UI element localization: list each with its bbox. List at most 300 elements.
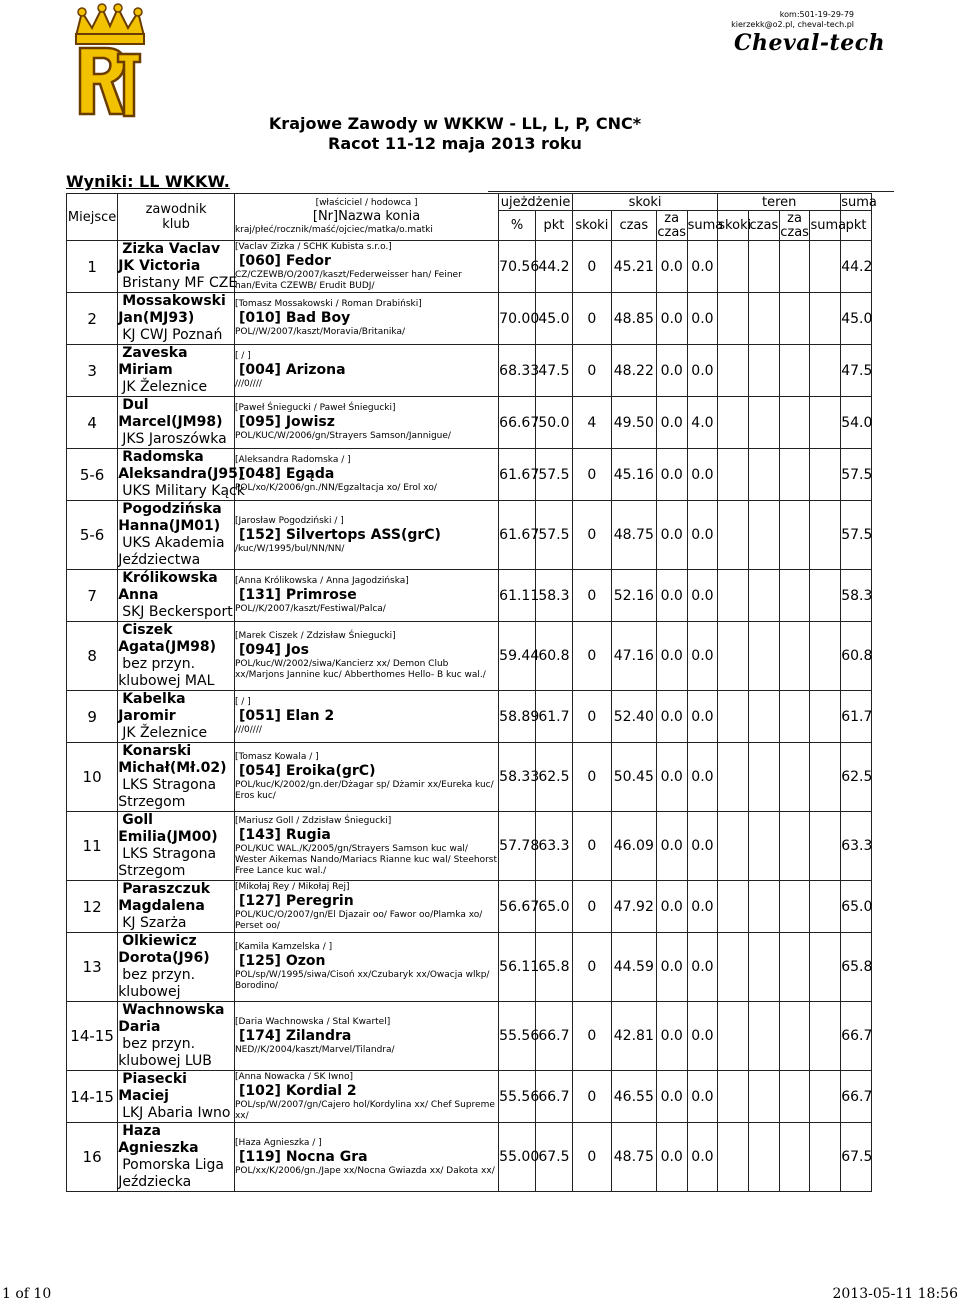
- col-skoki: skoki: [572, 194, 717, 211]
- brand-text: Cheval-tech: [734, 30, 886, 56]
- xc-time: [749, 691, 780, 743]
- xc-time-faults: [779, 812, 810, 881]
- jump-time: 48.75: [611, 501, 656, 570]
- xc-time: [749, 449, 780, 501]
- dressage-pct: 57.78: [499, 812, 536, 881]
- jump-total: 0.0: [687, 1002, 718, 1071]
- horse-owner: [Anna Nowacka / SK Iwno]: [234, 1071, 353, 1082]
- horse-info: NED//K/2004/kaszt/Marvel/Tilandra/: [234, 1044, 395, 1055]
- col-suma: suma: [841, 194, 877, 210]
- horse-info: /kuc/W/1995/bul/NN/NN/: [234, 543, 345, 554]
- col-suma2: suma: [810, 211, 841, 241]
- table-row: [67, 812, 872, 881]
- rider-surname: Konarski: [122, 743, 192, 759]
- xc-total: [810, 1002, 841, 1071]
- jump-faults: 0: [572, 691, 611, 743]
- horse-owner: [Jarosław Pogodziński / ]: [234, 515, 344, 526]
- jump-time-faults: 0.0: [656, 881, 687, 933]
- event-subtitle: Racot 11-12 maja 2013 roku: [328, 134, 582, 153]
- jump-time: 47.16: [611, 622, 656, 691]
- xc-faults: [718, 933, 749, 1002]
- col-czas2: czas: [749, 211, 780, 241]
- rider-club: bez przyn.: [122, 967, 196, 983]
- dressage-pkt: 60.8: [536, 622, 573, 691]
- rider-cell: [118, 1002, 235, 1071]
- jump-time-faults: 0.0: [656, 345, 687, 397]
- jump-faults: 0: [572, 743, 611, 812]
- xc-total: [810, 345, 841, 397]
- total-points: 54.0: [841, 397, 872, 449]
- total-points: 66.7: [841, 1071, 872, 1123]
- contact-info: [731, 10, 854, 30]
- horse-owner: [Aleksandra Radomska / ]: [234, 455, 351, 465]
- col-pkt2: pkt: [841, 211, 872, 241]
- rider-surname: Zaveska: [122, 345, 188, 361]
- xc-total: [810, 501, 841, 570]
- xc-total: [810, 622, 841, 691]
- rider-surname: Pogodzińska: [122, 501, 222, 517]
- jump-faults: 0: [572, 241, 611, 293]
- jump-faults: 0: [572, 933, 611, 1002]
- xc-faults: [718, 691, 749, 743]
- jump-total: 0.0: [687, 1071, 718, 1123]
- rider-firstname: Aleksandra(J95): [118, 466, 245, 482]
- horse-info: POL/xx/K/2006/gn./Jape xx/Nocna Gwiazda xx/ Dakota xx/: [234, 1165, 495, 1176]
- xc-time: [749, 1071, 780, 1123]
- rider-surname: Radomska: [122, 449, 204, 465]
- horse-name: [054] Eroika(grC): [238, 763, 376, 779]
- jump-time: 45.16: [611, 449, 656, 501]
- rider-club: Strzegom: [118, 794, 186, 810]
- xc-total: [810, 241, 841, 293]
- total-points: 58.3: [841, 570, 872, 622]
- horse-name: [143] Rugia: [238, 826, 331, 843]
- horse-cell: [234, 241, 498, 293]
- jump-time: 52.16: [611, 570, 656, 622]
- table-row: [67, 570, 872, 622]
- horse-cell: [234, 1123, 498, 1192]
- xc-total: [810, 933, 841, 1002]
- rider-cell: [118, 345, 235, 397]
- horse-owner: [Mariusz Goll / Zdzisław Śniegucki]: [234, 815, 392, 826]
- horse-owner: [Tomasz Mossakowski / Roman Drabiński]: [234, 299, 422, 309]
- jump-time: 46.09: [611, 812, 656, 881]
- rider-surname: Olkiewicz: [122, 933, 197, 949]
- jump-time: 47.92: [611, 881, 656, 933]
- rider-surname: Kabelka: [122, 691, 186, 707]
- horse-name: [051] Elan 2: [238, 708, 335, 724]
- col-ujezdzenie: ujeżdżenie: [499, 194, 573, 211]
- jump-faults: 0: [572, 570, 611, 622]
- horse-info: CZ/CZEWB/O/2007/kaszt/Federweisser han/ Feiner han/Evita CZEWB/ Erudit BUDJ/: [234, 269, 462, 291]
- jump-total: 0.0: [687, 345, 718, 397]
- xc-total: [810, 743, 841, 812]
- rider-cell: [118, 570, 235, 622]
- dressage-pkt: 67.5: [536, 1123, 573, 1192]
- rider-club: klubowej: [118, 984, 181, 1000]
- xc-total: [810, 881, 841, 933]
- place-cell: 11: [67, 812, 118, 881]
- place-cell: 9: [67, 691, 118, 743]
- table-row: [67, 933, 872, 1002]
- horse-owner: [Paweł Śniegucki / Paweł Śniegucki]: [234, 403, 396, 413]
- jump-total: 0.0: [687, 812, 718, 881]
- rider-firstname: JK Victoria: [118, 258, 201, 274]
- jump-time: 48.22: [611, 345, 656, 397]
- horse-owner: [Vaclav Zizka / SCHK Kubista s.r.o.]: [234, 241, 392, 252]
- jump-total: 0.0: [687, 622, 718, 691]
- jump-time-faults: 0.0: [656, 293, 687, 345]
- table-row: [67, 1002, 872, 1071]
- horse-name: [060] Fedor: [238, 252, 331, 269]
- jump-time-faults: 0.0: [656, 570, 687, 622]
- jump-faults: 0: [572, 449, 611, 501]
- place-cell: 8: [67, 622, 118, 691]
- dressage-pct: 66.67: [499, 397, 536, 449]
- xc-total: [810, 293, 841, 345]
- horse-cell: [234, 691, 498, 743]
- total-points: 57.5: [841, 501, 872, 570]
- jump-time-faults: 0.0: [656, 1071, 687, 1123]
- total-points: 65.8: [841, 933, 872, 1002]
- rider-surname: Goll: [122, 812, 153, 828]
- horse-owner: [ / ]: [234, 697, 251, 707]
- rider-surname: Wachnowska: [122, 1002, 225, 1018]
- horse-owner: [ / ]: [234, 351, 251, 361]
- xc-time-faults: [779, 1002, 810, 1071]
- rider-firstname: Hanna(JM01): [118, 518, 221, 534]
- rider-firstname: Miriam: [118, 362, 173, 378]
- xc-time: [749, 933, 780, 1002]
- dressage-pct: 61.11: [499, 570, 536, 622]
- jump-faults: 0: [572, 293, 611, 345]
- xc-total: [810, 1071, 841, 1123]
- crown-logo-icon: [70, 4, 150, 124]
- table-row: [67, 345, 872, 397]
- jump-total: 0.0: [687, 691, 718, 743]
- horse-name: [048] Egąda: [238, 466, 335, 482]
- horse-cell: [234, 1071, 498, 1123]
- dressage-pct: 55.00: [499, 1123, 536, 1192]
- jump-time: 48.75: [611, 1123, 656, 1192]
- rider-firstname: Jan(MJ93): [118, 310, 195, 326]
- horse-info: POL/KUC/W/2006/gn/Strayers Samson/Jannigue/: [234, 431, 451, 441]
- rider-club: KJ Szarża: [122, 915, 187, 931]
- jump-time-faults: 0.0: [656, 622, 687, 691]
- place-cell: 12: [67, 881, 118, 933]
- jump-time-faults: 0.0: [656, 501, 687, 570]
- jump-time-faults: 0.0: [656, 743, 687, 812]
- dressage-pkt: 50.0: [536, 397, 573, 449]
- col-skoki-sub: skoki: [572, 211, 611, 241]
- xc-faults: [718, 241, 749, 293]
- horse-name: [174] Zilandra: [238, 1027, 352, 1044]
- horse-info: POL/kuc/K/2002/gn.der/Dżagar sp/ Dżamir xx/Eureka kuc/ Eros kuc/: [234, 780, 494, 801]
- horse-name: [094] Jos: [238, 642, 309, 658]
- horse-owner: [Haza Agnieszka / ]: [234, 1137, 322, 1148]
- horse-cell: [234, 345, 498, 397]
- table-row: [67, 501, 872, 570]
- xc-faults: [718, 293, 749, 345]
- xc-faults: [718, 1071, 749, 1123]
- jump-time-faults: 0.0: [656, 691, 687, 743]
- xc-total: [810, 449, 841, 501]
- place-cell: 4: [67, 397, 118, 449]
- rider-club: bez przyn.: [122, 1036, 196, 1052]
- jump-total: 0.0: [687, 449, 718, 501]
- rider-firstname: Agnieszka: [118, 1140, 199, 1156]
- horse-name: [004] Arizona: [238, 362, 346, 378]
- rider-club: Pomorska Liga: [122, 1157, 225, 1173]
- dressage-pkt: 61.7: [536, 691, 573, 743]
- horse-info: ///0////: [234, 725, 262, 735]
- horse-name: [119] Nocna Gra: [238, 1148, 368, 1165]
- rider-firstname: Daria: [118, 1019, 161, 1035]
- print-timestamp: 2013-05-11 18:56: [832, 1286, 958, 1302]
- horse-cell: [234, 812, 498, 881]
- horse-cell: [234, 397, 498, 449]
- horse-name: [095] Jowisz: [238, 414, 335, 430]
- xc-time: [749, 1123, 780, 1192]
- xc-time-faults: [779, 241, 810, 293]
- dressage-pct: 58.89: [499, 691, 536, 743]
- col-zawodnik: [118, 194, 235, 241]
- place-cell: 5-6: [67, 501, 118, 570]
- xc-time: [749, 241, 780, 293]
- horse-cell: [234, 622, 498, 691]
- jump-time: 42.81: [611, 1002, 656, 1071]
- rider-surname: Mossakowski: [122, 293, 226, 309]
- total-points: 61.7: [841, 691, 872, 743]
- horse-info: POL/kuc/W/2002/siwa/Kancierz xx/ Demon Club xx/Marjons Jannine kuc/ Abberthomes Hello- B kuc wal./: [234, 659, 486, 680]
- col-owner-note: [właściciel / hodowca ]: [315, 198, 418, 208]
- rider-club: JK Železnice: [122, 379, 208, 395]
- rider-cell: [118, 812, 235, 881]
- dressage-pkt: 45.0: [536, 293, 573, 345]
- horse-owner: [Daria Wachnowska / Stal Kwartel]: [234, 1016, 391, 1027]
- rider-surname: Zizka Vaclav: [122, 241, 221, 257]
- total-points: 66.7: [841, 1002, 872, 1071]
- jump-total: 0.0: [687, 1123, 718, 1192]
- horse-info: POL/xo/K/2006/gn./NN/Egzaltacja xo/ Erol xo/: [234, 483, 437, 493]
- rider-club: Strzegom: [118, 863, 186, 879]
- logo: [70, 4, 150, 124]
- contact-phone: kom:501-19-29-79: [779, 10, 854, 19]
- col-czas: czas: [611, 211, 656, 241]
- jump-total: 4.0: [687, 397, 718, 449]
- xc-total: [810, 397, 841, 449]
- xc-faults: [718, 397, 749, 449]
- dressage-pkt: 65.0: [536, 881, 573, 933]
- rider-club: Jeździecka: [118, 1174, 192, 1190]
- rider-firstname: Magdalena: [118, 898, 205, 914]
- xc-total: [810, 691, 841, 743]
- xc-faults: [718, 345, 749, 397]
- xc-time: [749, 293, 780, 345]
- rider-cell: [118, 691, 235, 743]
- horse-cell: [234, 933, 498, 1002]
- total-points: 44.2: [841, 241, 872, 293]
- xc-faults: [718, 743, 749, 812]
- horse-name: [152] Silvertops ASS(grC): [238, 526, 441, 543]
- col-skoki2: skoki: [718, 211, 749, 241]
- xc-time-faults: [779, 622, 810, 691]
- xc-time-faults: [779, 691, 810, 743]
- dressage-pct: 70.00: [499, 293, 536, 345]
- rider-club: LKS Stragona: [122, 777, 217, 793]
- dressage-pkt: 62.5: [536, 743, 573, 812]
- jump-time: 48.85: [611, 293, 656, 345]
- xc-time-faults: [779, 293, 810, 345]
- dressage-pkt: 65.8: [536, 933, 573, 1002]
- rider-firstname: Agata(JM98): [118, 639, 217, 655]
- horse-info: POL/sp/W/1995/siwa/Cisoń xx/Czubaryk xx/Owacja wlkp/ Borodino/: [234, 970, 490, 991]
- col-zawodnik-label: zawodnik: [145, 202, 207, 217]
- rider-club: Jeździectwa: [118, 552, 201, 568]
- col-suma-sub: suma: [687, 211, 718, 241]
- jump-total: 0.0: [687, 293, 718, 345]
- horse-cell: [234, 1002, 498, 1071]
- rider-firstname: Maciej: [118, 1088, 169, 1104]
- rider-firstname: Emilia(JM00): [118, 829, 218, 845]
- jump-total: 0.0: [687, 743, 718, 812]
- col-za-czas2: za czas: [780, 210, 809, 240]
- dressage-pct: 68.33: [499, 345, 536, 397]
- horse-cell: [234, 501, 498, 570]
- table-row: [67, 1071, 872, 1123]
- rider-club: JK Železnice: [122, 725, 208, 741]
- col-horse-info: kraj/płeć/rocznik/maść/ojciec/matka/o.matki: [234, 225, 433, 235]
- rider-firstname: Michał(Mł.02): [118, 760, 227, 776]
- xc-time-faults: [779, 933, 810, 1002]
- rider-firstname: Jaromir: [118, 708, 176, 724]
- place-cell: 2: [67, 293, 118, 345]
- xc-faults: [718, 449, 749, 501]
- xc-faults: [718, 622, 749, 691]
- jump-faults: 4: [572, 397, 611, 449]
- jump-time: 45.21: [611, 241, 656, 293]
- brand-logo: [734, 30, 885, 56]
- rider-firstname: Dorota(J96): [118, 950, 210, 966]
- place-cell: 10: [67, 743, 118, 812]
- horse-cell: [234, 449, 498, 501]
- jump-time: 44.59: [611, 933, 656, 1002]
- rider-surname: Królikowska: [122, 570, 218, 586]
- rider-club: JKS Jaroszówka: [122, 431, 227, 447]
- xc-faults: [718, 1002, 749, 1071]
- table-row: [67, 881, 872, 933]
- xc-faults: [718, 1123, 749, 1192]
- place-cell: 16: [67, 1123, 118, 1192]
- table-body: [67, 241, 872, 1192]
- xc-time-faults: [779, 570, 810, 622]
- dressage-pkt: 57.5: [536, 501, 573, 570]
- horse-cell: [234, 743, 498, 812]
- jump-faults: 0: [572, 812, 611, 881]
- horse-cell: [234, 570, 498, 622]
- rider-club: LKS Stragona: [122, 846, 217, 862]
- xc-time: [749, 345, 780, 397]
- contact-email: kierzekk@o2.pl, cheval-tech.pl: [731, 20, 854, 29]
- place-cell: 13: [67, 933, 118, 1002]
- xc-time-faults: [779, 397, 810, 449]
- total-points: 57.5: [841, 449, 872, 501]
- jump-total: 0.0: [687, 570, 718, 622]
- jump-faults: 0: [572, 345, 611, 397]
- xc-faults: [718, 501, 749, 570]
- xc-time-faults: [779, 1123, 810, 1192]
- horse-info: POL//W/2007/kaszt/Moravia/Britanika/: [234, 327, 406, 337]
- rider-club: klubowej LUB: [118, 1053, 212, 1069]
- total-points: 62.5: [841, 743, 872, 812]
- xc-time: [749, 622, 780, 691]
- jump-total: 0.0: [687, 501, 718, 570]
- jump-time: 52.40: [611, 691, 656, 743]
- xc-time: [749, 1002, 780, 1071]
- total-points: 47.5: [841, 345, 872, 397]
- rider-club: klubowej MAL: [118, 673, 215, 689]
- place-cell: 5-6: [67, 449, 118, 501]
- xc-time-faults: [779, 881, 810, 933]
- jump-faults: 0: [572, 622, 611, 691]
- place-cell: 7: [67, 570, 118, 622]
- rider-cell: [118, 449, 245, 501]
- event-title: Krajowe Zawody w WKKW - LL, L, P, CNC*: [268, 114, 642, 133]
- jump-time-faults: 0.0: [656, 241, 687, 293]
- xc-time-faults: [779, 501, 810, 570]
- jump-faults: 0: [572, 1002, 611, 1071]
- place-cell: 14-15: [67, 1002, 118, 1071]
- col-klub-label: klub: [162, 217, 190, 232]
- horse-name: [127] Peregrin: [238, 892, 354, 909]
- jump-total: 0.0: [687, 241, 718, 293]
- horse-cell: [234, 881, 498, 933]
- xc-total: [810, 1123, 841, 1192]
- rider-cell: [118, 881, 235, 933]
- rider-cell: [118, 622, 235, 691]
- horse-name: [102] Kordial 2: [238, 1082, 357, 1099]
- total-points: 60.8: [841, 622, 872, 691]
- rider-cell: [118, 933, 235, 1002]
- rider-surname: Dul: [122, 397, 149, 413]
- table-row: [67, 622, 872, 691]
- col-pkt: pkt: [536, 211, 573, 241]
- col-miejsce: Miejsce: [67, 194, 118, 241]
- total-points: 67.5: [841, 1123, 872, 1192]
- rider-club: Bristany MF CZE: [122, 275, 238, 291]
- xc-faults: [718, 812, 749, 881]
- rider-surname: Piasecki: [122, 1071, 187, 1087]
- col-teren: teren: [718, 194, 841, 211]
- xc-faults: [718, 881, 749, 933]
- jump-time: 46.55: [611, 1071, 656, 1123]
- dressage-pct: 55.56: [499, 1002, 536, 1071]
- place-cell: 14-15: [67, 1071, 118, 1123]
- horse-info: ///0////: [234, 379, 262, 389]
- horse-info: POL//K/2007/kaszt/Festiwal/Palca/: [234, 604, 386, 614]
- rider-surname: Ciszek: [122, 622, 173, 638]
- xc-time: [749, 743, 780, 812]
- xc-time: [749, 501, 780, 570]
- dressage-pkt: 57.5: [536, 449, 573, 501]
- table-row: [67, 293, 872, 345]
- dressage-pct: 59.44: [499, 622, 536, 691]
- horse-info: POL/KUC WAL./K/2005/gn/Strayers Samson kuc wal/ Wester Aikemas Nando/Mariacs Rianne kuc wal/ Steehorst Free Lance kuc wal./: [234, 843, 498, 876]
- xc-time-faults: [779, 345, 810, 397]
- rider-club: SKJ Beckersport: [122, 604, 233, 620]
- xc-time: [749, 812, 780, 881]
- dressage-pkt: 66.7: [536, 1002, 573, 1071]
